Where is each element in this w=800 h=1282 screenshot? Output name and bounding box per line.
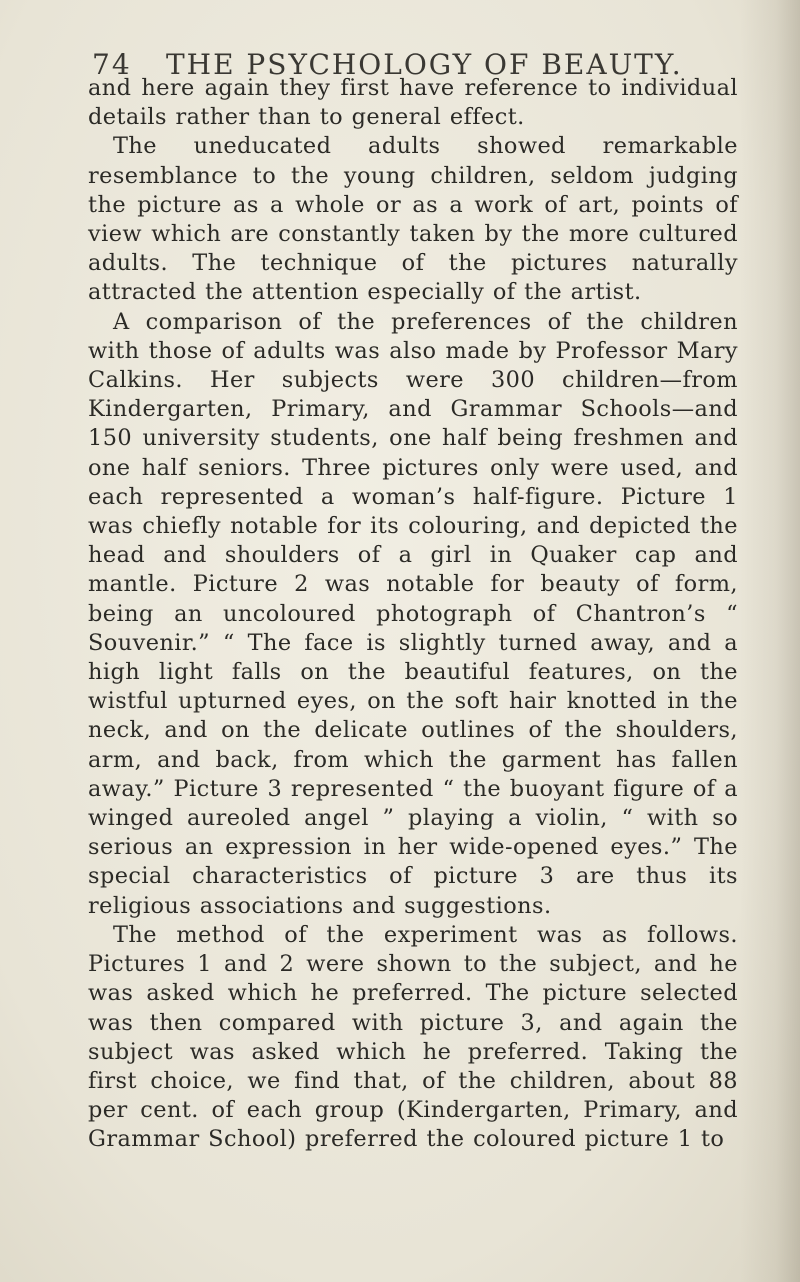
paragraph-uneducated-adults: The uneducated adults showed remarkable resemblance to the young children, seldom judging the picture as a whole or as a work of art, points of view which are constantly taken by the more cultured adults. The technique of the pictures naturally attracted the attention especially of the artist. <box>88 133 738 306</box>
paragraph-method: The method of the experiment was as follows. Pictures 1 and 2 were shown to the subject, and he was asked which he preferred. The picture selected was then compared with picture 3, and again the subject was asked which he preferred. Taking the first choice, we find that, of the children, about 88 per cent. of each group (Kindergarten, Primary, and Grammar School) preferred the coloured picture 1 to <box>88 921 738 1153</box>
paragraph-calkins-comparison: A comparison of the preferences of the children with those of adults was also made by Professor Mary Calkins. Her subjects were 300 children—from Kindergarten, Primary, and Grammar Schools—and 150 university students, one half being freshmen and one half seniors. Three pictures only were used, and each represented a woman’s half-figure. Picture 1 was chiefly notable for its colouring, and depicted the head and shoulders of a girl in Quaker cap and mantle. Picture 2 was notable for beauty of form, being an uncoloured photograph of Chantron’s “ Souvenir.” “ The face is slightly turned away, and a high light falls on the beautiful features, on the wistful upturned eyes, on the soft hair knotted in the neck, and on the delicate outlines of the shoulders, arm, and back, from which the garment has fallen away.” Picture 3 represented “ the buoyant figure of a winged aureoled angel ” playing a violin, “ with so serious an expression in her wide-opened eyes.” The special characteristics of picture 3 are thus its religious associations and suggestions. <box>88 308 738 919</box>
running-title: THE PSYCHOLOGY OF BEAUTY. <box>166 48 683 81</box>
page-number: 74 <box>92 48 132 81</box>
body-text <box>88 74 738 1155</box>
page-edge-shadow <box>740 0 800 1282</box>
paragraph-continuation: and here again they first have reference to individual details rather than to general effect. <box>88 75 738 131</box>
